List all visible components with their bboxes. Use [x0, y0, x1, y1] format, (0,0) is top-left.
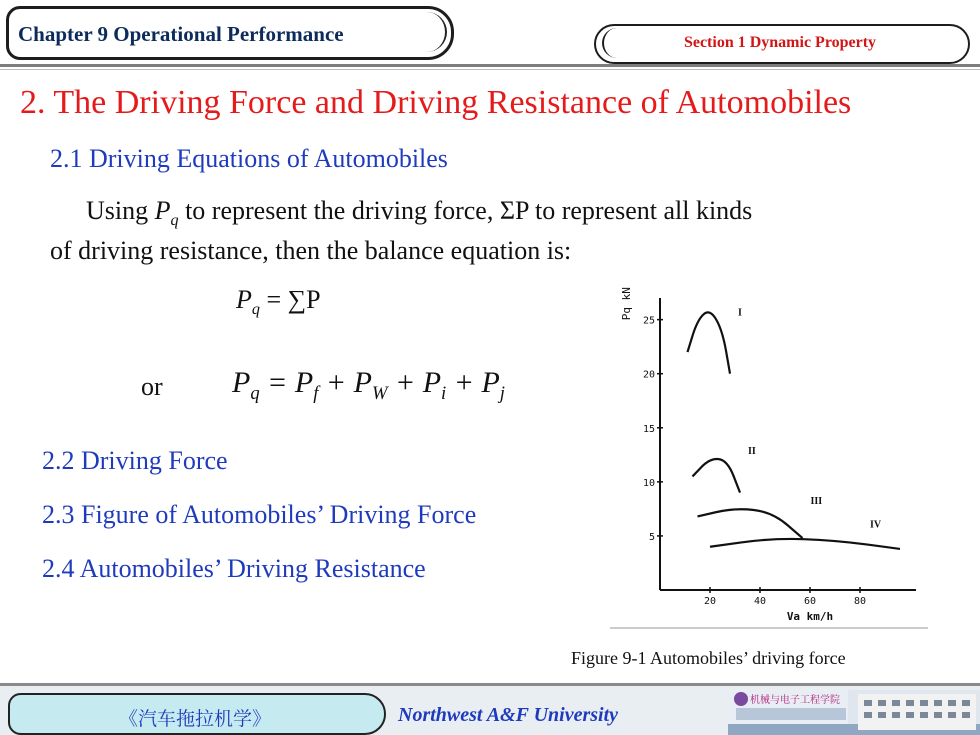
item-driving-force: 2.2 Driving Force — [42, 446, 228, 475]
series-line-III — [698, 509, 803, 538]
paragraph-text: to represent the driving force, ΣP to represent all kinds — [178, 196, 753, 225]
paragraph-line-2: of driving resistance, then the balance equation is: — [50, 236, 572, 265]
series-line-IV — [710, 539, 900, 549]
college-logo-text: 机械与电子工程学院 — [750, 695, 840, 706]
equation-balance: $P_q = \sum P$ — [236, 285, 321, 318]
figure-caption: Figure 9-1 Automobiles’ driving force — [571, 648, 846, 668]
x-tick-label: 40 — [753, 596, 767, 607]
y-tick-label: 20 — [642, 369, 655, 381]
y-axis-label: Pq kN — [620, 287, 633, 321]
chapter-title: Chapter 9 Operational Performance — [18, 22, 344, 46]
x-tick-label: 60 — [803, 596, 817, 607]
y-tick-label: 25 — [642, 315, 655, 327]
footer-university: Northwest A&F University — [398, 704, 619, 726]
paragraph-line-1 — [86, 196, 753, 229]
symbol-pq: $P_q$ — [154, 196, 179, 229]
equation-expanded: $P_q = P_f + P_W + P_i + P_j$ — [232, 366, 505, 404]
footer-book-title: 《汽车拖拉机学》 — [118, 708, 271, 730]
x-tick-label: 20 — [703, 596, 717, 607]
series-label-III: III — [810, 495, 823, 507]
item-driving-force-figure: 2.3 Figure of Automobiles’ Driving Force — [42, 500, 477, 529]
header-divider-thin — [0, 69, 980, 70]
x-axis-label: Va km/h — [786, 610, 834, 623]
or-label: or — [141, 372, 163, 401]
y-tick-label: 5 — [648, 531, 655, 543]
subheading-driving-equations: 2.1 Driving Equations of Automobiles — [50, 144, 448, 173]
y-tick-label: 10 — [642, 477, 655, 489]
series-label-II: II — [748, 446, 756, 458]
y-tick-label: 15 — [642, 423, 655, 435]
driving-force-chart — [610, 278, 928, 638]
paragraph-text: Using — [86, 196, 155, 225]
x-tick-label: 80 — [853, 596, 867, 607]
series-label-I: I — [738, 307, 742, 319]
header-divider — [0, 64, 980, 67]
section-title: Section 1 Dynamic Property — [683, 34, 877, 51]
college-building-photo — [728, 690, 980, 735]
slide-heading: 2. The Driving Force and Driving Resistance of Automobiles — [20, 84, 852, 121]
series-line-I — [688, 312, 731, 373]
series-line-II — [693, 459, 741, 493]
item-driving-resistance: 2.4 Automobiles’ Driving Resistance — [42, 554, 426, 583]
series-label-IV: IV — [870, 519, 882, 531]
